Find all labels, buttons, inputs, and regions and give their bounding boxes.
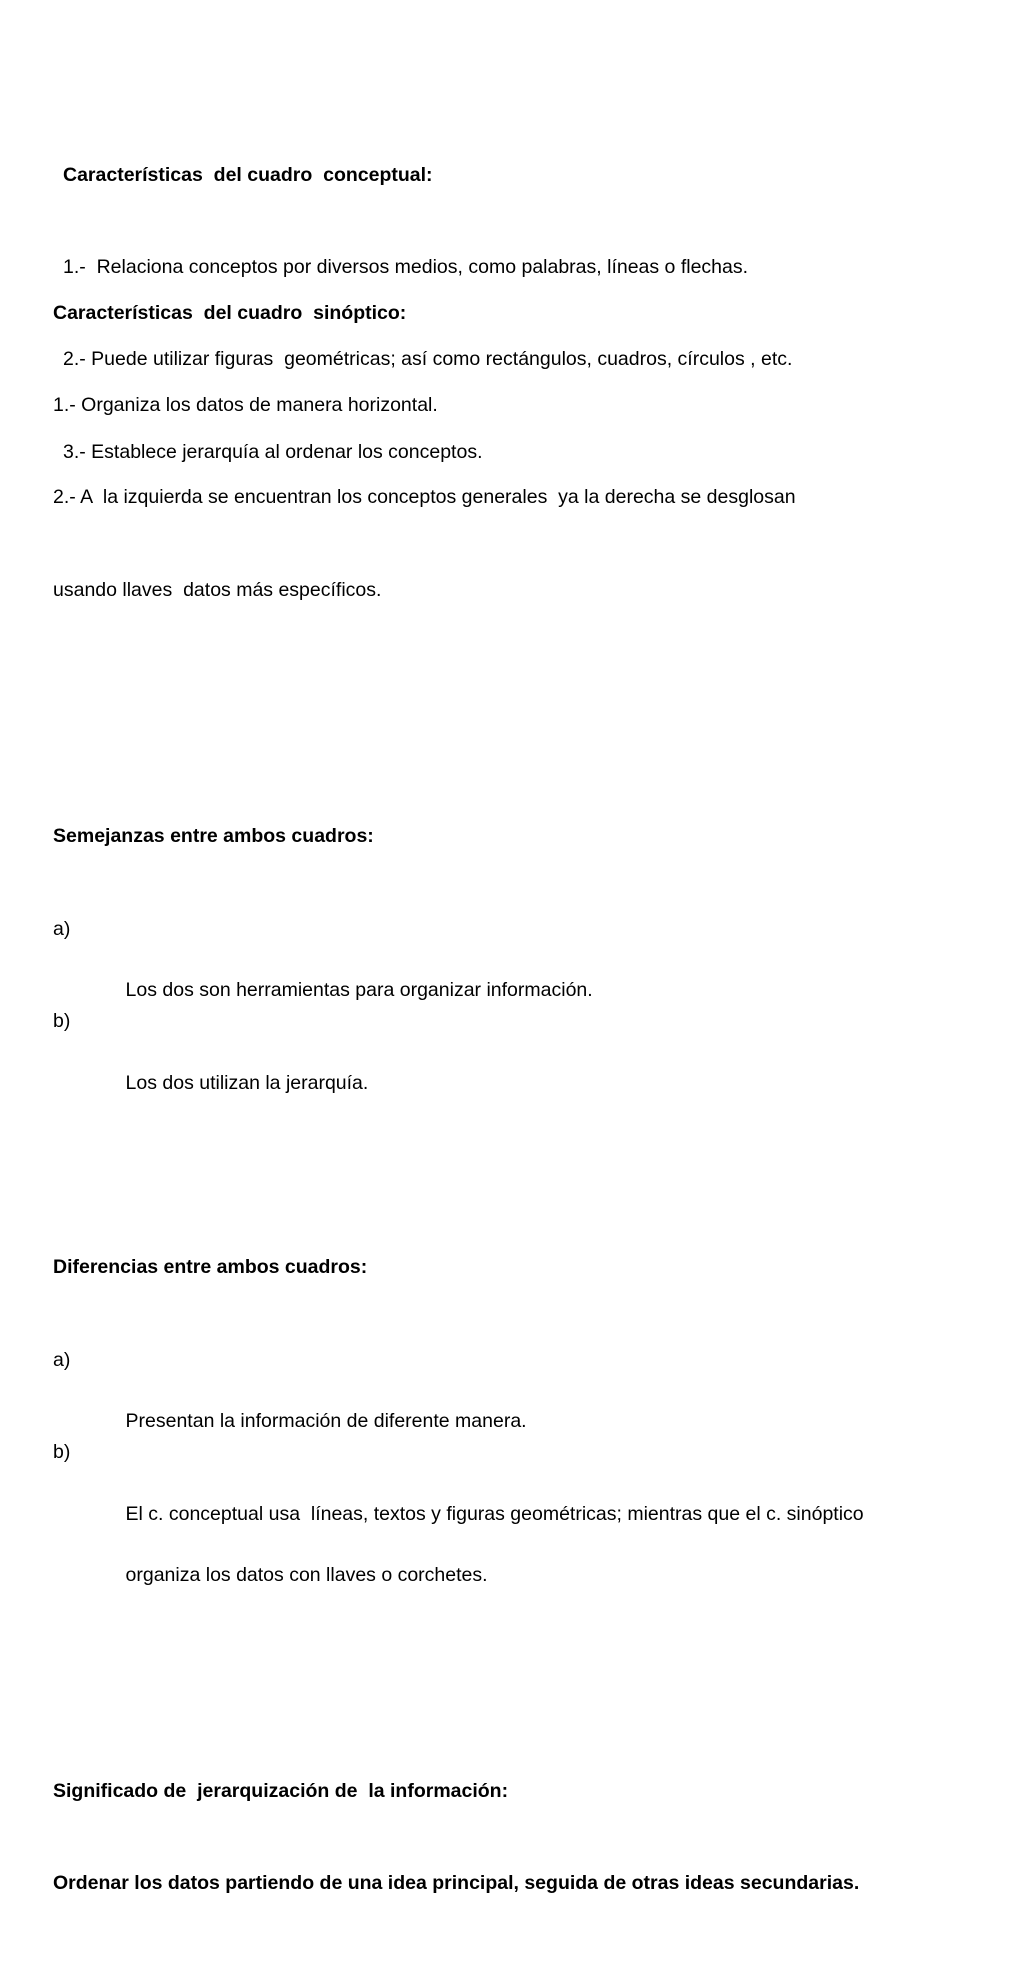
diferencias-item-a [53,1345,864,1433]
sinoptico-item-1: 1.- Organiza los datos de manera horizontal. [53,393,438,416]
semejanzas-item-b [53,1006,864,1094]
diferencias-item-b-continuation [53,1529,864,1587]
list-marker: b) [53,1441,71,1464]
sinoptico-item-2-line-2: usando llaves datos más específicos. [53,578,382,601]
list-item-text: Los dos son herramientas para organizar información. [125,979,593,1002]
conceptual-item-2: 2.- Puede utilizar figuras geométricas; así como rectángulos, cuadros, círculos , etc. [63,348,793,371]
spacer [53,698,864,729]
semejanzas-item-a [53,914,864,1002]
list-item-text: Presentan la información de diferente manera. [125,1410,527,1433]
spacer [53,1129,864,1160]
semejanzas-heading: Semejanzas entre ambos cuadros: [53,825,374,848]
diferencias-item-b [53,1437,864,1525]
main-text-block [53,236,864,1961]
list-item-text: organiza los datos con llaves o corchetes. [125,1564,488,1587]
diferencias-heading: Diferencias entre ambos cuadros: [53,1256,368,1279]
spacer [53,1653,864,1684]
conceptual-item-3: 3.- Establece jerarquía al ordenar los conceptos. [63,440,483,463]
significado-text: Ordenar los datos partiendo de una idea principal, seguida de otras ideas secundarias. [53,1872,860,1895]
conceptual-item-1: 1.- Relaciona conceptos por diversos medios, como palabras, líneas o flechas. [63,255,749,278]
list-marker: b) [53,1009,71,1032]
conceptual-heading: Características del cuadro conceptual: [63,163,433,186]
list-marker: a) [53,1348,71,1371]
sinoptico-item-2-line-1: 2.- A la izquierda se encuentran los conceptos generales ya la derecha se desglosan [53,486,796,509]
list-item-text: El c. conceptual usa líneas, textos y figuras geométricas; mientras que el c. sinóptico [125,1502,864,1525]
significado-heading: Significado de jerarquización de la información: [53,1779,509,1802]
sinoptico-heading: Características del cuadro sinóptico: [53,301,407,324]
list-marker: a) [53,917,71,940]
list-item-text: Los dos utilizan la jerarquía. [125,1071,369,1094]
